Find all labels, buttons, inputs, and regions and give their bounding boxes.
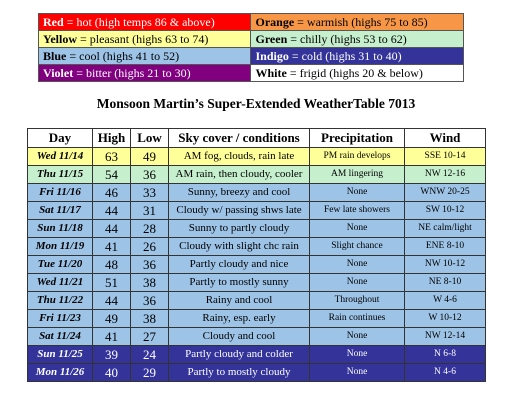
high-cell: 44: [93, 220, 131, 238]
low-cell: 36: [131, 292, 169, 310]
day-cell: Wed 11/14: [28, 148, 93, 166]
sky-cell: Partly to mostly cloudy: [169, 364, 310, 382]
precip-cell: Few late showers: [310, 202, 405, 220]
col-header-sky: Sky cover / conditions: [169, 129, 310, 148]
sky-cell: Cloudy and cool: [169, 328, 310, 346]
low-cell: 26: [131, 238, 169, 256]
table-row: [28, 328, 486, 346]
low-cell: 24: [131, 346, 169, 364]
wind-cell: WNW 20-25: [405, 184, 486, 202]
high-cell: 39: [93, 346, 131, 364]
precip-cell: None: [310, 220, 405, 238]
wind-cell: W 4-6: [405, 292, 486, 310]
precip-cell: None: [310, 256, 405, 274]
day-cell: Sat 11/17: [28, 202, 93, 220]
legend-row: [39, 31, 464, 48]
low-cell: 28: [131, 220, 169, 238]
sky-cell: Partly to mostly sunny: [169, 274, 310, 292]
day-cell: Tue 11/20: [28, 256, 93, 274]
day-cell: Mon 11/26: [28, 364, 93, 382]
sky-cell: Cloudy w/ passing shws late: [169, 202, 310, 220]
legend-color-name: Orange: [255, 15, 295, 29]
day-cell: Mon 11/19: [28, 238, 93, 256]
legend-row: [39, 65, 464, 82]
wind-cell: SSE 10-14: [405, 148, 486, 166]
sky-cell: Partly cloudy and nice: [169, 256, 310, 274]
precip-cell: AM lingering: [310, 166, 405, 184]
legend-description: = hot (high temps 86 & above): [63, 15, 215, 29]
precip-cell: None: [310, 274, 405, 292]
day-cell: Sun 11/25: [28, 346, 93, 364]
precip-cell: None: [310, 184, 405, 202]
high-cell: 44: [93, 202, 131, 220]
legend-description: = chilly (highs 53 to 62): [287, 32, 407, 46]
legend-entry: [251, 14, 464, 31]
weather-table: [27, 128, 486, 382]
legend-entry: [39, 48, 251, 65]
sky-cell: Sunny to partly cloudy: [169, 220, 310, 238]
table-row: [28, 238, 486, 256]
wind-cell: W 10-12: [405, 310, 486, 328]
sky-cell: Rainy, esp. early: [169, 310, 310, 328]
legend-description: = warmish (highs 75 to 85): [294, 15, 428, 29]
precip-cell: Throughout: [310, 292, 405, 310]
legend-color-name: Blue: [43, 49, 67, 63]
precip-cell: Rain continues: [310, 310, 405, 328]
legend-row: [39, 48, 464, 65]
legend-entry: [39, 14, 251, 31]
legend-description: = cold (highs 31 to 40): [288, 49, 402, 63]
col-header-day: Day: [28, 129, 93, 148]
precip-cell: PM rain develops: [310, 148, 405, 166]
wind-cell: ENE 8-10: [405, 238, 486, 256]
day-cell: Thu 11/15: [28, 166, 93, 184]
high-cell: 54: [93, 166, 131, 184]
wind-cell: N 4-6: [405, 364, 486, 382]
table-row: [28, 166, 486, 184]
wind-cell: NW 12-16: [405, 166, 486, 184]
legend-row: [39, 14, 464, 31]
table-row: [28, 184, 486, 202]
table-row: [28, 346, 486, 364]
header-row: [28, 129, 486, 148]
day-cell: Sun 11/18: [28, 220, 93, 238]
high-cell: 49: [93, 310, 131, 328]
low-cell: 27: [131, 328, 169, 346]
day-cell: Fri 11/16: [28, 184, 93, 202]
low-cell: 36: [131, 256, 169, 274]
table-row: [28, 202, 486, 220]
high-cell: 48: [93, 256, 131, 274]
high-cell: 41: [93, 238, 131, 256]
day-cell: Fri 11/23: [28, 310, 93, 328]
col-header-precipitation: Precipitation: [310, 129, 405, 148]
legend-color-name: Red: [43, 15, 64, 29]
legend-entry: [39, 65, 251, 82]
low-cell: 29: [131, 364, 169, 382]
day-cell: Thu 11/22: [28, 292, 93, 310]
low-cell: 36: [131, 166, 169, 184]
wind-cell: NE 8-10: [405, 274, 486, 292]
low-cell: 49: [131, 148, 169, 166]
col-header-high: High: [93, 129, 131, 148]
legend-description: = bitter (highs 21 to 30): [73, 66, 191, 80]
col-header-low: Low: [131, 129, 169, 148]
table-row: [28, 364, 486, 382]
low-cell: 33: [131, 184, 169, 202]
col-header-wind: Wind: [405, 129, 486, 148]
table-row: [28, 310, 486, 328]
legend-description: = cool (highs 41 to 52): [66, 49, 180, 63]
low-cell: 31: [131, 202, 169, 220]
table-row: [28, 256, 486, 274]
legend-color-name: Green: [255, 32, 288, 46]
wind-cell: SW 10-12: [405, 202, 486, 220]
table-row: [28, 292, 486, 310]
low-cell: 38: [131, 274, 169, 292]
day-cell: Wed 11/21: [28, 274, 93, 292]
high-cell: 51: [93, 274, 131, 292]
sky-cell: Rainy and cool: [169, 292, 310, 310]
legend-entry: [251, 48, 464, 65]
legend-color-name: White: [255, 66, 287, 80]
legend-color-name: Indigo: [255, 49, 289, 63]
table-row: [28, 274, 486, 292]
table-row: [28, 148, 486, 166]
precip-cell: Slight chance: [310, 238, 405, 256]
legend-description: = pleasant (highs 63 to 74): [77, 32, 209, 46]
precip-cell: None: [310, 364, 405, 382]
sky-cell: Sunny, breezy and cool: [169, 184, 310, 202]
legend-color-name: Violet: [43, 66, 74, 80]
wind-cell: NW 12-14: [405, 328, 486, 346]
high-cell: 44: [93, 292, 131, 310]
high-cell: 46: [93, 184, 131, 202]
legend-entry: [39, 31, 251, 48]
legend-entry: [251, 31, 464, 48]
wind-cell: NW 10-12: [405, 256, 486, 274]
high-cell: 41: [93, 328, 131, 346]
high-cell: 63: [93, 148, 131, 166]
table-title: Monsoon Martin’s Super-Extended WeatherTable 7013: [96, 96, 416, 111]
table-row: [28, 220, 486, 238]
precip-cell: None: [310, 328, 405, 346]
high-cell: 40: [93, 364, 131, 382]
sky-cell: Cloudy with slight chc rain: [169, 238, 310, 256]
wind-cell: NE calm/light: [405, 220, 486, 238]
precip-cell: None: [310, 346, 405, 364]
sky-cell: AM rain, then cloudy, cooler: [169, 166, 310, 184]
wind-cell: N 6-8: [405, 346, 486, 364]
legend-description: = frigid (highs 20 & below): [286, 66, 423, 80]
day-cell: Sat 11/24: [28, 328, 93, 346]
low-cell: 38: [131, 310, 169, 328]
legend-entry: [251, 65, 464, 82]
legend-color-name: Yellow: [43, 32, 77, 46]
sky-cell: AM fog, clouds, rain late: [169, 148, 310, 166]
color-legend: [38, 13, 464, 82]
sky-cell: Partly cloudy and colder: [169, 346, 310, 364]
